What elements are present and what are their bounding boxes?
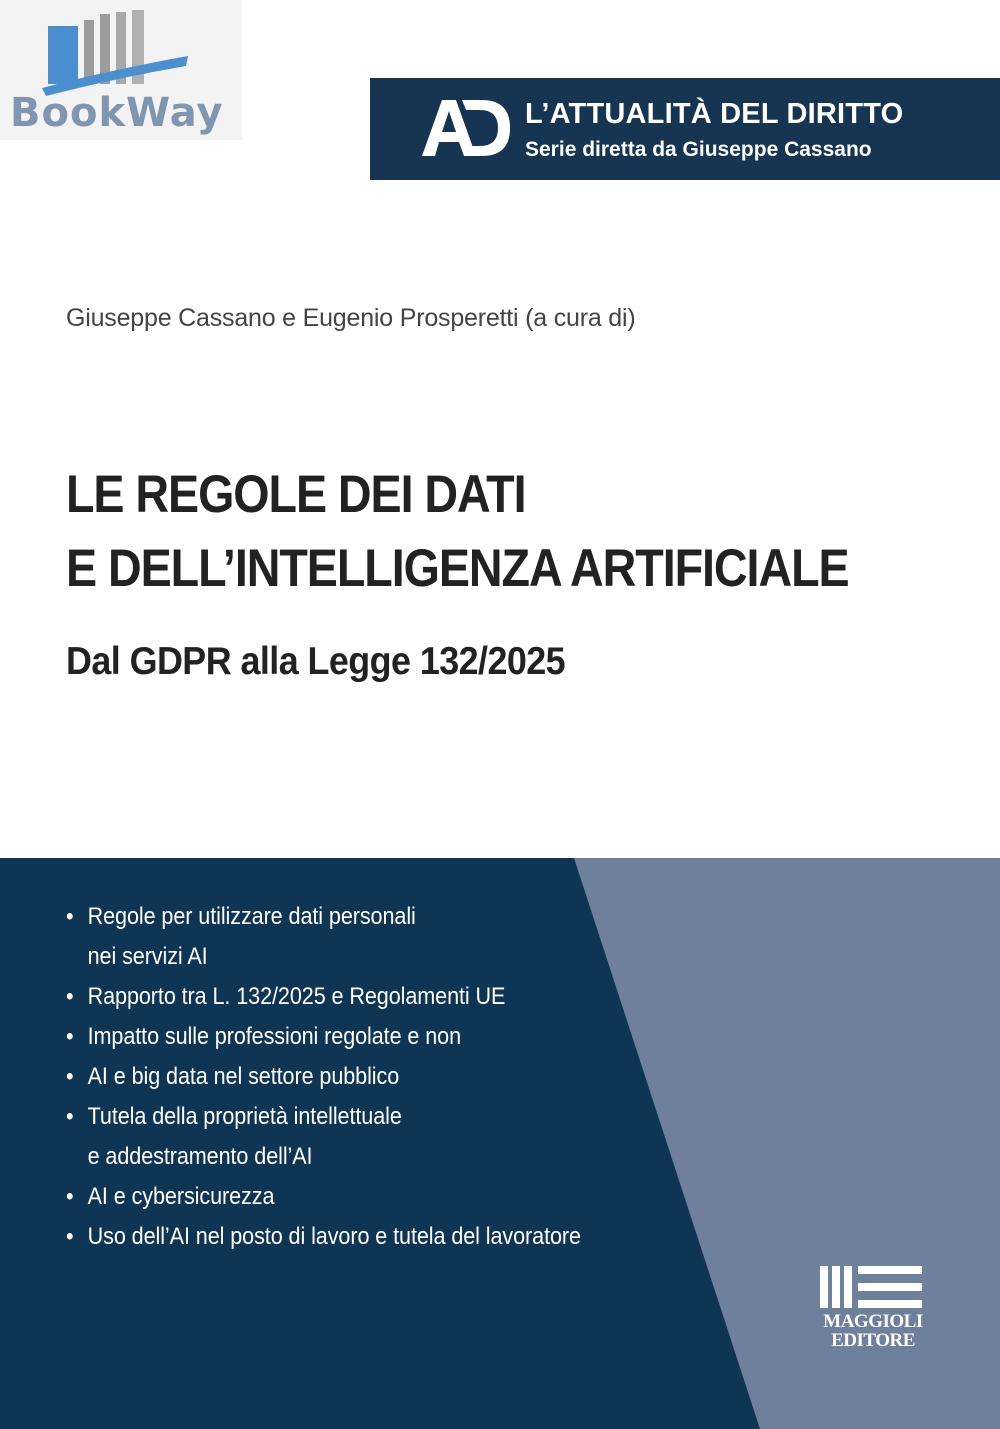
feature-item: • AI e cybersicurezza bbox=[66, 1177, 581, 1217]
book-title-line-2: E DELL’INTELLIGENZA ARTIFICIALE bbox=[66, 539, 849, 598]
feature-item: • Impatto sulle professioni regolate e non bbox=[66, 1017, 581, 1057]
feature-item: • AI e big data nel settore pubblico bbox=[66, 1057, 581, 1097]
feature-item: • Uso dell’AI nel posto di lavoro e tutela del lavoratore bbox=[66, 1217, 581, 1257]
publisher-name bbox=[820, 1312, 926, 1350]
authors: Giuseppe Cassano e Eugenio Prosperetti (a cura di) bbox=[66, 304, 636, 332]
series-title: L’ATTUALITÀ DEL DIRITTO bbox=[525, 98, 904, 130]
publisher-name-line-1: MAGGIOLI bbox=[823, 1311, 923, 1332]
publisher-logo bbox=[818, 1262, 928, 1351]
feature-list bbox=[66, 897, 638, 1257]
book-subtitle: Dal GDPR alla Legge 132/2025 bbox=[66, 640, 566, 683]
feature-item: • Tutela della proprietà intellettuale e addestramento dell’AI bbox=[66, 1097, 581, 1177]
book-title-line-1: LE REGOLE DEI DATI bbox=[66, 465, 526, 524]
publisher-name-line-2: EDITORE bbox=[831, 1330, 915, 1351]
series-subtitle: Serie diretta da Giuseppe Cassano bbox=[525, 138, 872, 161]
bookway-text: BookWay bbox=[10, 90, 224, 136]
feature-item: • Regole per utilizzare dati personali nei servizi AI bbox=[66, 897, 581, 977]
feature-item: • Rapporto tra L. 132/2025 e Regolamenti UE bbox=[66, 977, 581, 1017]
publisher-mark-icon bbox=[818, 1262, 924, 1312]
